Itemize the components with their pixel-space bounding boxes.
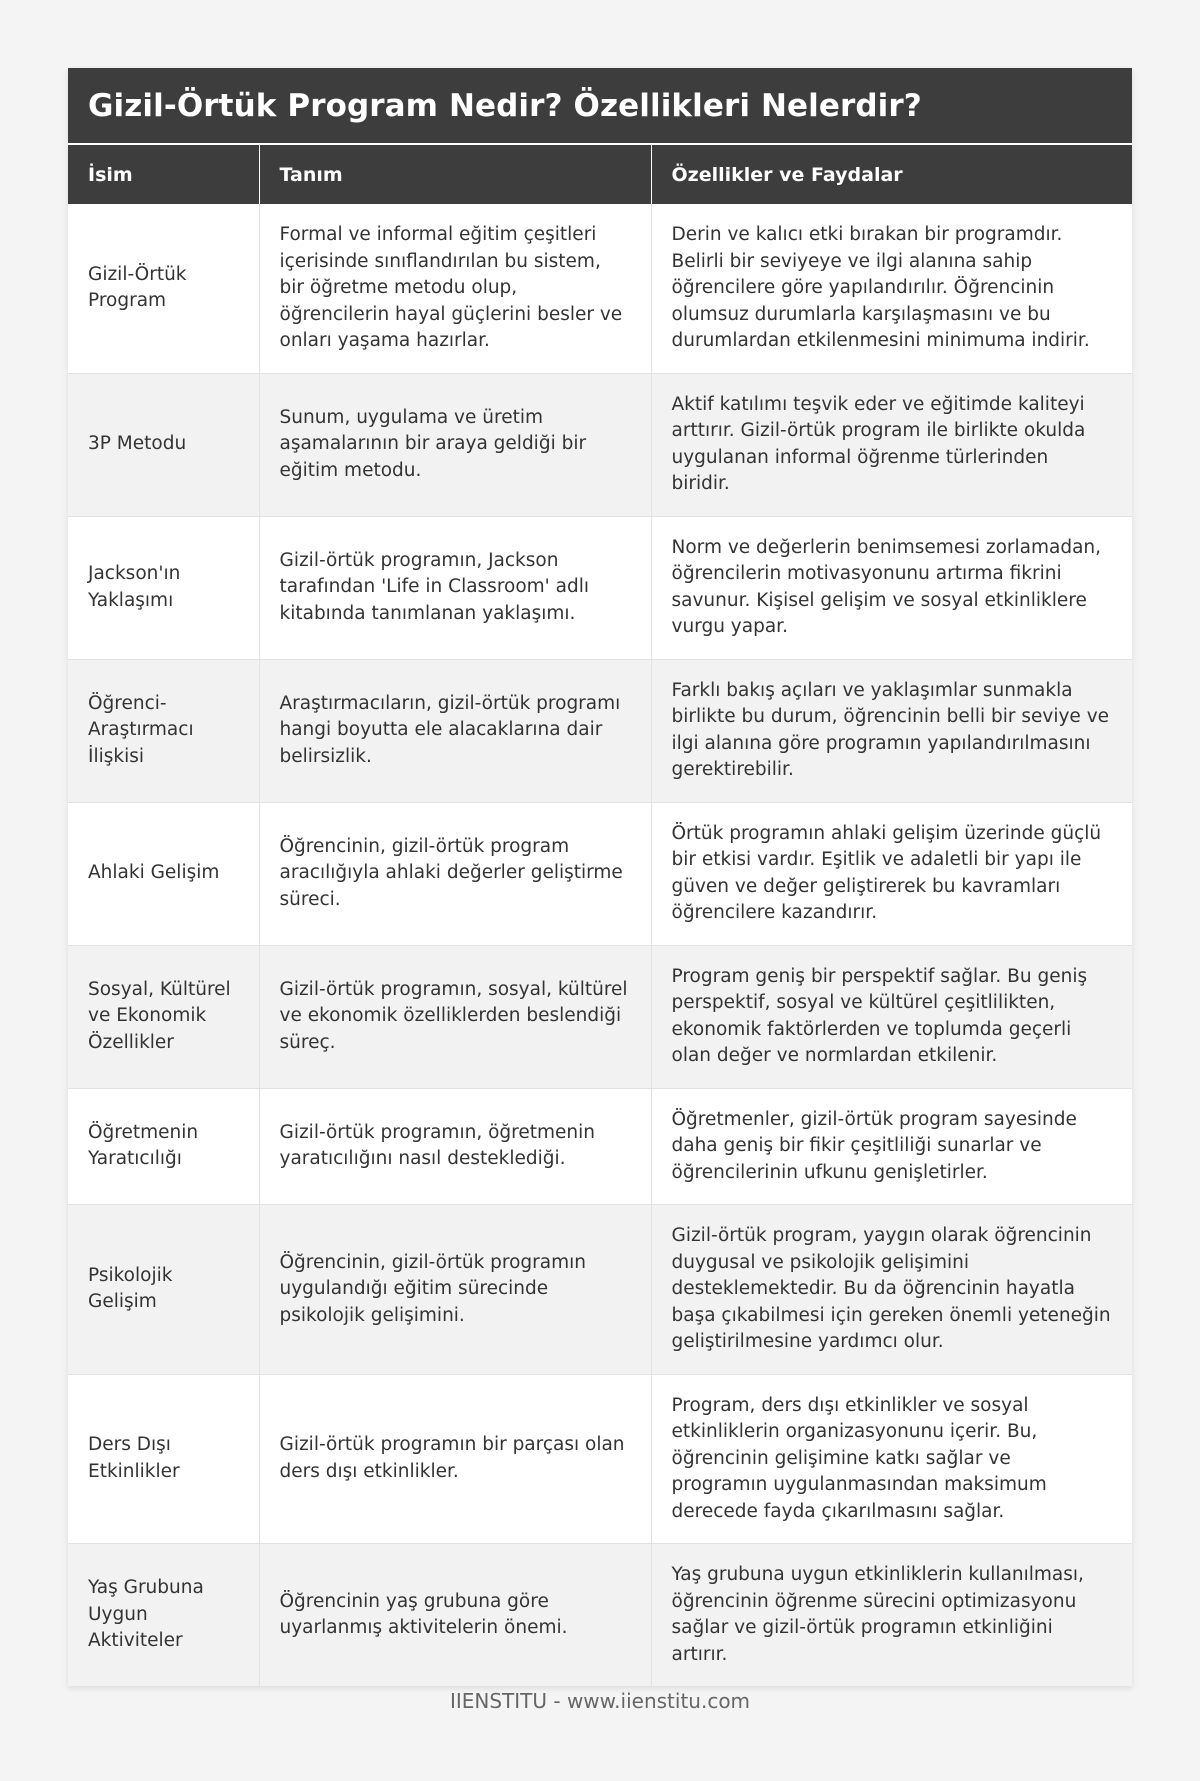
cell-definition: Araştırmacıların, gizil-örtük programı hangi boyutta ele alacaklarına dair belirsizlik. [259, 659, 651, 802]
cell-name: Ders Dışı Etkinlikler [68, 1374, 259, 1544]
table-row [68, 1544, 1132, 1687]
cell-features: Yaş grubuna uygun etkinliklerin kullanılması, öğrencinin öğrenme sürecini optimizasyonu sağlar ve gizil-örtük programın etkinliğini artırır. [651, 1544, 1132, 1687]
table-row [68, 659, 1132, 802]
table-row [68, 373, 1132, 516]
title-bar [68, 68, 1132, 143]
table-row [68, 802, 1132, 945]
column-header-name: İsim [68, 144, 259, 204]
cell-name: Yaş Grubuna Uygun Aktiviteler [68, 1544, 259, 1687]
table-row [68, 1088, 1132, 1205]
cell-features: Program, ders dışı etkinlikler ve sosyal etkinliklerin organizasyonunu içerir. Bu, öğrencinin gelişimine katkı sağlar ve programın uygulanmasından maksimum derecede fayda çıkarılmasını sağlar. [651, 1374, 1132, 1544]
cell-features: Öğretmenler, gizil-örtük program sayesinde daha geniş bir fikir çeşitliliği sunarlar ve öğrencilerinin ufkunu genişletirler. [651, 1088, 1132, 1205]
cell-definition: Öğrencinin, gizil-örtük programın uygulandığı eğitim sürecinde psikolojik gelişimini. [259, 1205, 651, 1375]
cell-definition: Öğrencinin, gizil-örtük program aracılığıyla ahlaki değerler geliştirme süreci. [259, 802, 651, 945]
cell-features: Örtük programın ahlaki gelişim üzerinde güçlü bir etkisi vardır. Eşitlik ve adaletli bir yapı ile güven ve değer geliştirerek bu kavramları öğrencilere kazandırır. [651, 802, 1132, 945]
column-header-features: Özellikler ve Faydalar [651, 144, 1132, 204]
cell-features: Gizil-örtük program, yaygın olarak öğrencinin duygusal ve psikolojik gelişimini desteklemektedir. Bu da öğrencinin hayatla başa çıkabilmesi için gereken önemli yeteneğin geliştirilmesine yardımcı olur. [651, 1205, 1132, 1375]
cell-name: Sosyal, Kültürel ve Ekonomik Özellikler [68, 945, 259, 1088]
cell-features: Aktif katılımı teşvik eder ve eğitimde kaliteyi arttırır. Gizil-örtük program ile birlikte okulda uygulanan informal öğrenme türlerinden biridir. [651, 373, 1132, 516]
content-card [68, 68, 1132, 1686]
table-row [68, 1374, 1132, 1544]
cell-name: Öğretmenin Yaratıcılığı [68, 1088, 259, 1205]
cell-features: Derin ve kalıcı etki bırakan bir programdır. Belirli bir seviyeye ve ilgi alanına sahip öğrencilere göre yapılandırılır. Öğrencinin olumsuz durumlarla karşılaşmasını ve bu durumlardan etkilenmesini minimuma indirir. [651, 204, 1132, 373]
footer-credit: IIENSTITU - www.iienstitu.com [449, 1689, 751, 1713]
cell-name: 3P Metodu [68, 373, 259, 516]
cell-name: Öğrenci-Araştırmacı İlişkisi [68, 659, 259, 802]
cell-definition: Sunum, uygulama ve üretim aşamalarının bir araya geldiği bir eğitim metodu. [259, 373, 651, 516]
cell-definition: Gizil-örtük programın, Jackson tarafından 'Life in Classroom' adlı kitabında tanımlanan yaklaşımı. [259, 516, 651, 659]
table-row [68, 516, 1132, 659]
table-row [68, 1205, 1132, 1375]
cell-name: Jackson'ın Yaklaşımı [68, 516, 259, 659]
table-header-row [68, 144, 1132, 204]
cell-definition: Gizil-örtük programın, sosyal, kültürel ve ekonomik özelliklerden beslendiği süreç. [259, 945, 651, 1088]
cell-features: Farklı bakış açıları ve yaklaşımlar sunmakla birlikte bu durum, öğrencinin belli bir seviye ve ilgi alanına göre programın yapılandırılmasını gerektirebilir. [651, 659, 1132, 802]
info-table [68, 143, 1132, 1686]
page-title: Gizil-Örtük Program Nedir? Özellikleri Nelerdir? [88, 87, 922, 124]
cell-features: Norm ve değerlerin benimsemesi zorlamadan, öğrencilerin motivasyonunu artırma fikrini savunur. Kişisel gelişim ve sosyal etkinliklere vurgu yapar. [651, 516, 1132, 659]
cell-name: Psikolojik Gelişim [68, 1205, 259, 1375]
table-row [68, 204, 1132, 373]
column-header-definition: Tanım [259, 144, 651, 204]
cell-definition: Öğrencinin yaş grubuna göre uyarlanmış aktivitelerin önemi. [259, 1544, 651, 1687]
cell-name: Ahlaki Gelişim [68, 802, 259, 945]
cell-features: Program geniş bir perspektif sağlar. Bu geniş perspektif, sosyal ve kültürel çeşitlilikten, ekonomik faktörlerden ve toplumda geçerli olan değer ve normlardan etkilenir. [651, 945, 1132, 1088]
cell-definition: Gizil-örtük programın bir parçası olan ders dışı etkinlikler. [259, 1374, 651, 1544]
table-row [68, 945, 1132, 1088]
cell-name: Gizil-Örtük Program [68, 204, 259, 373]
cell-definition: Formal ve informal eğitim çeşitleri içerisinde sınıflandırılan bu sistem, bir öğretme metodu olup, öğrencilerin hayal güçlerini besler ve onları yaşama hazırlar. [259, 204, 651, 373]
cell-definition: Gizil-örtük programın, öğretmenin yaratıcılığını nasıl desteklediği. [259, 1088, 651, 1205]
